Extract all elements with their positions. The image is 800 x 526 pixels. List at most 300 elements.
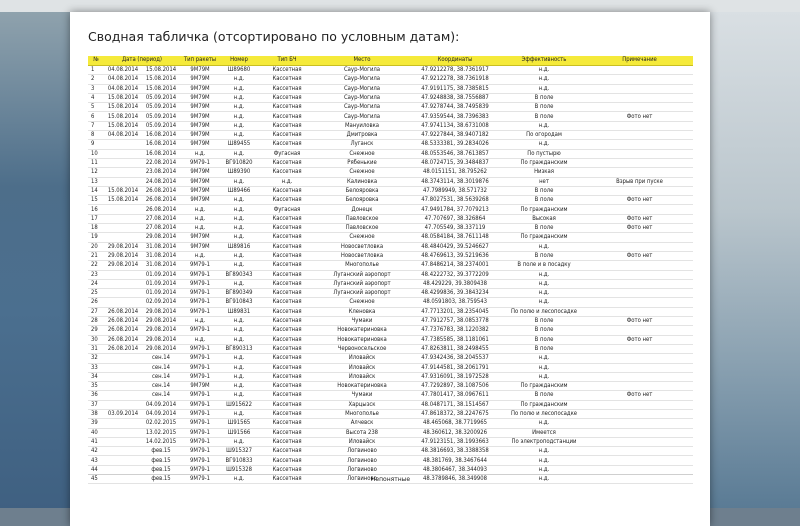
- effectiveness-cell: н.д.: [502, 279, 586, 288]
- warhead-type-cell: Кассетная: [258, 112, 316, 121]
- warhead-type-cell: Кассетная: [258, 447, 316, 456]
- date-start-cell: 15.08.2014: [104, 121, 142, 130]
- date-end-cell: 29.08.2014: [142, 317, 180, 326]
- coordinates-cell: 48.0487171, 38.1514567: [408, 400, 502, 409]
- background-top: [0, 0, 800, 12]
- date-end-cell: 26.08.2014: [142, 205, 180, 214]
- date-start-cell: [104, 177, 142, 186]
- effectiveness-cell: В поле: [502, 251, 586, 260]
- place-cell: Дмитровка: [316, 131, 408, 140]
- coordinates-cell: 47.9144581, 38.2061791: [408, 363, 502, 372]
- date-end-cell: 29.08.2014: [142, 233, 180, 242]
- date-start-cell: 26.08.2014: [104, 317, 142, 326]
- rocket-type-cell: 9М79М: [180, 103, 220, 112]
- warhead-type-cell: Кассетная: [258, 93, 316, 102]
- effectiveness-cell: н.д.: [502, 298, 586, 307]
- row-number-cell: 31: [88, 344, 104, 353]
- place-cell: Луганск: [316, 140, 408, 149]
- warhead-type-cell: Кассетная: [258, 409, 316, 418]
- note-cell: [586, 103, 693, 112]
- table-row: [88, 103, 693, 112]
- serial-number-cell: ВГ890343: [220, 270, 258, 279]
- table-footer-label: Непонятные: [88, 474, 693, 485]
- warhead-type-cell: Кассетная: [258, 400, 316, 409]
- column-header-serial: Номер: [220, 56, 258, 66]
- note-cell: [586, 298, 693, 307]
- note-cell: [586, 289, 693, 298]
- table-row: [88, 419, 693, 428]
- warhead-type-cell: Кассетная: [258, 242, 316, 251]
- place-cell: Новокатериновка: [316, 382, 408, 391]
- serial-number-cell: н.д.: [220, 93, 258, 102]
- serial-number-cell: н.д.: [220, 279, 258, 288]
- serial-number-cell: ВГ910843: [220, 298, 258, 307]
- effectiveness-cell: В поле: [502, 224, 586, 233]
- coordinates-cell: 47.7385585, 38.1181061: [408, 335, 502, 344]
- date-end-cell: 27.08.2014: [142, 214, 180, 223]
- row-number-cell: 7: [88, 121, 104, 130]
- date-start-cell: 26.08.2014: [104, 344, 142, 353]
- warhead-type-cell: Кассетная: [258, 289, 316, 298]
- note-cell: [586, 261, 693, 270]
- date-end-cell: 02.02.2015: [142, 419, 180, 428]
- effectiveness-cell: В поле: [502, 391, 586, 400]
- coordinates-cell: 47.8027531, 38.5639268: [408, 196, 502, 205]
- row-number-cell: 17: [88, 214, 104, 223]
- effectiveness-cell: По пустырю: [502, 149, 586, 158]
- date-end-cell: сен.14: [142, 363, 180, 372]
- summary-table: [88, 56, 693, 484]
- date-start-cell: [104, 233, 142, 242]
- note-cell: [586, 93, 693, 102]
- date-end-cell: 29.08.2014: [142, 344, 180, 353]
- table-row: [88, 177, 693, 186]
- rocket-type-cell: 9М79-1: [180, 400, 220, 409]
- row-number-cell: 3: [88, 84, 104, 93]
- rocket-type-cell: 9М79М: [180, 75, 220, 84]
- coordinates-cell: 47.707697, 38.326864: [408, 214, 502, 223]
- serial-number-cell: н.д.: [220, 326, 258, 335]
- effectiveness-cell: В поле и в посадку: [502, 261, 586, 270]
- date-end-cell: 23.08.2014: [142, 168, 180, 177]
- serial-number-cell: н.д.: [220, 103, 258, 112]
- date-end-cell: 29.08.2014: [142, 307, 180, 316]
- rocket-type-cell: 9М79М: [180, 66, 220, 75]
- serial-number-cell: Ш89831: [220, 307, 258, 316]
- date-start-cell: 03.09.2014: [104, 409, 142, 418]
- date-end-cell: фев.15: [142, 475, 180, 484]
- place-cell: Луганский аэропорт: [316, 289, 408, 298]
- row-number-cell: 24: [88, 279, 104, 288]
- place-cell: Высота 238: [316, 428, 408, 437]
- table-row: [88, 335, 693, 344]
- place-cell: Саур-Могила: [316, 75, 408, 84]
- date-start-cell: [104, 447, 142, 456]
- column-header-note: Примечание: [586, 56, 693, 66]
- rocket-type-cell: 9М79-1: [180, 437, 220, 446]
- effectiveness-cell: По гражданским: [502, 382, 586, 391]
- place-cell: Мануиловка: [316, 121, 408, 130]
- date-start-cell: 15.08.2014: [104, 103, 142, 112]
- rocket-type-cell: 9М79М: [180, 177, 220, 186]
- place-cell: Саур-Могила: [316, 103, 408, 112]
- warhead-type-cell: Кассетная: [258, 437, 316, 446]
- rocket-type-cell: 9М79М: [180, 168, 220, 177]
- row-number-cell: 4: [88, 93, 104, 102]
- table-row: [88, 307, 693, 316]
- effectiveness-cell: н.д.: [502, 140, 586, 149]
- table-row: [88, 317, 693, 326]
- note-cell: [586, 131, 693, 140]
- row-number-cell: 15: [88, 196, 104, 205]
- coordinates-cell: 47.7292897, 38.1087506: [408, 382, 502, 391]
- row-number-cell: 2: [88, 75, 104, 84]
- date-start-cell: 15.08.2014: [104, 196, 142, 205]
- table-row: [88, 344, 693, 353]
- place-cell: Алчевск: [316, 419, 408, 428]
- warhead-type-cell: Кассетная: [258, 186, 316, 195]
- table-row: [88, 298, 693, 307]
- coordinates-cell: 48.3816693, 38.3388358: [408, 447, 502, 456]
- date-end-cell: 16.08.2014: [142, 131, 180, 140]
- date-end-cell: 29.08.2014: [142, 335, 180, 344]
- table-row: [88, 354, 693, 363]
- coordinates-cell: 47.7713201, 38.2354045: [408, 307, 502, 316]
- coordinates-cell: 47.8486214, 38.2374001: [408, 261, 502, 270]
- table-row: [88, 131, 693, 140]
- note-cell: [586, 372, 693, 381]
- row-number-cell: 5: [88, 103, 104, 112]
- place-cell: Снежное: [316, 298, 408, 307]
- effectiveness-cell: н.д.: [502, 363, 586, 372]
- date-end-cell: 05.09.2014: [142, 103, 180, 112]
- rocket-type-cell: н.д.: [180, 214, 220, 223]
- note-cell: [586, 84, 693, 93]
- effectiveness-cell: В поле: [502, 344, 586, 353]
- table-row: [88, 168, 693, 177]
- effectiveness-cell: н.д.: [502, 475, 586, 484]
- rocket-type-cell: н.д.: [180, 251, 220, 260]
- place-cell: Саур-Могила: [316, 112, 408, 121]
- row-number-cell: 38: [88, 409, 104, 418]
- row-number-cell: 45: [88, 475, 104, 484]
- effectiveness-cell: В поле: [502, 103, 586, 112]
- serial-number-cell: н.д.: [220, 177, 258, 186]
- note-cell: Фото нет: [586, 112, 693, 121]
- warhead-type-cell: н.д.: [258, 177, 316, 186]
- table-row: [88, 205, 693, 214]
- serial-number-cell: н.д.: [220, 391, 258, 400]
- warhead-type-cell: Кассетная: [258, 224, 316, 233]
- column-header-effectiveness: Эффективность: [502, 56, 586, 66]
- row-number-cell: 26: [88, 298, 104, 307]
- effectiveness-cell: Высокая: [502, 214, 586, 223]
- rocket-type-cell: 9М79-1: [180, 447, 220, 456]
- rocket-type-cell: 9М79-1: [180, 456, 220, 465]
- note-cell: Фото нет: [586, 214, 693, 223]
- serial-number-cell: н.д.: [220, 382, 258, 391]
- date-start-cell: [104, 224, 142, 233]
- date-end-cell: фев.15: [142, 456, 180, 465]
- date-start-cell: 29.08.2014: [104, 261, 142, 270]
- row-number-cell: 39: [88, 419, 104, 428]
- table-row: [88, 186, 693, 195]
- document-sheet: [70, 12, 710, 526]
- date-start-cell: [104, 437, 142, 446]
- serial-number-cell: н.д.: [220, 335, 258, 344]
- note-cell: [586, 363, 693, 372]
- warhead-type-cell: Кассетная: [258, 465, 316, 474]
- note-cell: [586, 307, 693, 316]
- table-row: [88, 214, 693, 223]
- table-row: [88, 140, 693, 149]
- warhead-type-cell: Кассетная: [258, 84, 316, 93]
- rocket-type-cell: 9М79-1: [180, 372, 220, 381]
- place-cell: Иловайск: [316, 363, 408, 372]
- date-end-cell: сен.14: [142, 372, 180, 381]
- date-end-cell: 14.02.2015: [142, 437, 180, 446]
- effectiveness-cell: н.д.: [502, 372, 586, 381]
- date-start-cell: 04.08.2014: [104, 84, 142, 93]
- background-right: [710, 12, 800, 512]
- place-cell: Новокатериновка: [316, 326, 408, 335]
- date-end-cell: 29.08.2014: [142, 326, 180, 335]
- row-number-cell: 36: [88, 391, 104, 400]
- warhead-type-cell: Кассетная: [258, 307, 316, 316]
- coordinates-cell: 48.4222732, 39.3772209: [408, 270, 502, 279]
- serial-number-cell: Ш915328: [220, 465, 258, 474]
- warhead-type-cell: Кассетная: [258, 214, 316, 223]
- table-row: [88, 75, 693, 84]
- place-cell: Павловское: [316, 224, 408, 233]
- warhead-type-cell: Кассетная: [258, 335, 316, 344]
- effectiveness-cell: По полю и лесопосадке: [502, 307, 586, 316]
- effectiveness-cell: н.д.: [502, 465, 586, 474]
- warhead-type-cell: Кассетная: [258, 103, 316, 112]
- rocket-type-cell: 9М79-1: [180, 419, 220, 428]
- row-number-cell: 34: [88, 372, 104, 381]
- note-cell: [586, 158, 693, 167]
- rocket-type-cell: 9М79-1: [180, 409, 220, 418]
- coordinates-cell: 47.9741134, 38.6731008: [408, 121, 502, 130]
- coordinates-cell: 48.0553546, 38.7613857: [408, 149, 502, 158]
- coordinates-cell: 48.4769613, 39.5219636: [408, 251, 502, 260]
- rocket-type-cell: н.д.: [180, 335, 220, 344]
- rocket-type-cell: 9М79М: [180, 131, 220, 140]
- effectiveness-cell: н.д.: [502, 75, 586, 84]
- date-start-cell: 29.08.2014: [104, 242, 142, 251]
- rocket-type-cell: 9М79М: [180, 93, 220, 102]
- rocket-type-cell: н.д.: [180, 205, 220, 214]
- serial-number-cell: н.д.: [220, 214, 258, 223]
- date-start-cell: 15.08.2014: [104, 186, 142, 195]
- page-title: Сводная табличка (отсортировано по условным датам):: [88, 29, 460, 44]
- date-start-cell: [104, 205, 142, 214]
- serial-number-cell: н.д.: [220, 437, 258, 446]
- date-end-cell: 05.09.2014: [142, 93, 180, 102]
- serial-number-cell: н.д.: [220, 372, 258, 381]
- effectiveness-cell: По гражданским: [502, 233, 586, 242]
- date-start-cell: [104, 270, 142, 279]
- effectiveness-cell: н.д.: [502, 289, 586, 298]
- serial-number-cell: ВГ910820: [220, 158, 258, 167]
- date-start-cell: 15.08.2014: [104, 93, 142, 102]
- effectiveness-cell: н.д.: [502, 84, 586, 93]
- serial-number-cell: Ш91565: [220, 419, 258, 428]
- rocket-type-cell: 9М79-1: [180, 158, 220, 167]
- row-number-cell: 30: [88, 335, 104, 344]
- serial-number-cell: ВГ890313: [220, 344, 258, 353]
- note-cell: Фото нет: [586, 391, 693, 400]
- table-body: [88, 66, 693, 484]
- rocket-type-cell: 9М79М: [180, 242, 220, 251]
- date-end-cell: 31.08.2014: [142, 261, 180, 270]
- coordinates-cell: 47.9342436, 38.2045537: [408, 354, 502, 363]
- warhead-type-cell: Фугасная: [258, 205, 316, 214]
- row-number-cell: 32: [88, 354, 104, 363]
- table-row: [88, 372, 693, 381]
- place-cell: Многополье: [316, 261, 408, 270]
- serial-number-cell: н.д.: [220, 196, 258, 205]
- date-end-cell: 26.08.2014: [142, 196, 180, 205]
- warhead-type-cell: Кассетная: [258, 196, 316, 205]
- rocket-type-cell: 9М79М: [180, 196, 220, 205]
- table-row: [88, 437, 693, 446]
- date-start-cell: 26.08.2014: [104, 335, 142, 344]
- date-end-cell: 05.09.2014: [142, 112, 180, 121]
- date-end-cell: 16.08.2014: [142, 140, 180, 149]
- rocket-type-cell: 9М79-1: [180, 270, 220, 279]
- note-cell: [586, 270, 693, 279]
- effectiveness-cell: нет: [502, 177, 586, 186]
- date-start-cell: [104, 149, 142, 158]
- serial-number-cell: Ш89466: [220, 186, 258, 195]
- table-row: [88, 326, 693, 335]
- place-cell: Снежное: [316, 149, 408, 158]
- note-cell: Фото нет: [586, 251, 693, 260]
- serial-number-cell: н.д.: [220, 261, 258, 270]
- date-end-cell: сен.14: [142, 391, 180, 400]
- place-cell: Логвиново: [316, 447, 408, 456]
- note-cell: [586, 121, 693, 130]
- date-start-cell: [104, 391, 142, 400]
- date-end-cell: 26.08.2014: [142, 186, 180, 195]
- date-end-cell: 24.08.2014: [142, 177, 180, 186]
- effectiveness-cell: В поле: [502, 196, 586, 205]
- coordinates-cell: 48.5333381, 39.2834026: [408, 140, 502, 149]
- note-cell: [586, 75, 693, 84]
- place-cell: Логвиново: [316, 456, 408, 465]
- warhead-type-cell: Кассетная: [258, 66, 316, 75]
- rocket-type-cell: 9М79-1: [180, 475, 220, 484]
- table-row: [88, 270, 693, 279]
- serial-number-cell: н.д.: [220, 233, 258, 242]
- date-end-cell: 04.09.2014: [142, 409, 180, 418]
- date-start-cell: 26.08.2014: [104, 307, 142, 316]
- column-header-date: Дата (период): [104, 56, 180, 66]
- serial-number-cell: н.д.: [220, 75, 258, 84]
- background-left: [0, 12, 70, 512]
- date-start-cell: 04.08.2014: [104, 131, 142, 140]
- row-number-cell: 40: [88, 428, 104, 437]
- place-cell: Луганский аэропорт: [316, 279, 408, 288]
- rocket-type-cell: 9М79-1: [180, 344, 220, 353]
- note-cell: [586, 428, 693, 437]
- warhead-type-cell: Кассетная: [258, 131, 316, 140]
- note-cell: [586, 149, 693, 158]
- row-number-cell: 22: [88, 261, 104, 270]
- place-cell: Иловайск: [316, 372, 408, 381]
- table-row: [88, 158, 693, 167]
- warhead-type-cell: Кассетная: [258, 233, 316, 242]
- coordinates-cell: 48.0584184, 38.7611148: [408, 233, 502, 242]
- warhead-type-cell: Кассетная: [258, 140, 316, 149]
- effectiveness-cell: По гражданским: [502, 205, 586, 214]
- date-end-cell: фев.15: [142, 447, 180, 456]
- row-number-cell: 41: [88, 437, 104, 446]
- date-start-cell: [104, 382, 142, 391]
- rocket-type-cell: н.д.: [180, 224, 220, 233]
- note-cell: Фото нет: [586, 335, 693, 344]
- rocket-type-cell: 9М79-1: [180, 279, 220, 288]
- table-row: [88, 391, 693, 400]
- coordinates-cell: 47.8618372, 38.2247675: [408, 409, 502, 418]
- place-cell: Многополье: [316, 409, 408, 418]
- column-header-coordinates: Координаты: [408, 56, 502, 66]
- rocket-type-cell: 9М79-1: [180, 363, 220, 372]
- row-number-cell: 21: [88, 251, 104, 260]
- effectiveness-cell: По полю и лесопосадке: [502, 409, 586, 418]
- table-row: [88, 224, 693, 233]
- table-row: [88, 428, 693, 437]
- date-end-cell: сен.14: [142, 354, 180, 363]
- serial-number-cell: н.д.: [220, 475, 258, 484]
- serial-number-cell: Ш89455: [220, 140, 258, 149]
- row-number-cell: 23: [88, 270, 104, 279]
- date-end-cell: 01.09.2014: [142, 270, 180, 279]
- place-cell: Белояровка: [316, 186, 408, 195]
- note-cell: [586, 409, 693, 418]
- effectiveness-cell: н.д.: [502, 456, 586, 465]
- date-end-cell: 15.08.2014: [142, 66, 180, 75]
- effectiveness-cell: н.д.: [502, 242, 586, 251]
- date-end-cell: 16.08.2014: [142, 149, 180, 158]
- warhead-type-cell: Кассетная: [258, 419, 316, 428]
- table-row: [88, 409, 693, 418]
- row-number-cell: 42: [88, 447, 104, 456]
- rocket-type-cell: 9М79М: [180, 233, 220, 242]
- column-header-warhead-type: Тип БЧ: [258, 56, 316, 66]
- effectiveness-cell: В поле: [502, 112, 586, 121]
- rocket-type-cell: 9М79-1: [180, 261, 220, 270]
- effectiveness-cell: В поле: [502, 93, 586, 102]
- table-row: [88, 447, 693, 456]
- note-cell: [586, 279, 693, 288]
- rocket-type-cell: 9М79-1: [180, 428, 220, 437]
- effectiveness-cell: По гражданским: [502, 400, 586, 409]
- note-cell: [586, 419, 693, 428]
- row-number-cell: 6: [88, 112, 104, 121]
- row-number-cell: 13: [88, 177, 104, 186]
- date-start-cell: [104, 289, 142, 298]
- row-number-cell: 25: [88, 289, 104, 298]
- coordinates-cell: 47.7989949, 38.571732: [408, 186, 502, 195]
- coordinates-cell: 48.0724715, 39.3484837: [408, 158, 502, 167]
- coordinates-cell: 47.9248838, 38.7556887: [408, 93, 502, 102]
- effectiveness-cell: н.д.: [502, 447, 586, 456]
- place-cell: Калиновка: [316, 177, 408, 186]
- table-row: [88, 84, 693, 93]
